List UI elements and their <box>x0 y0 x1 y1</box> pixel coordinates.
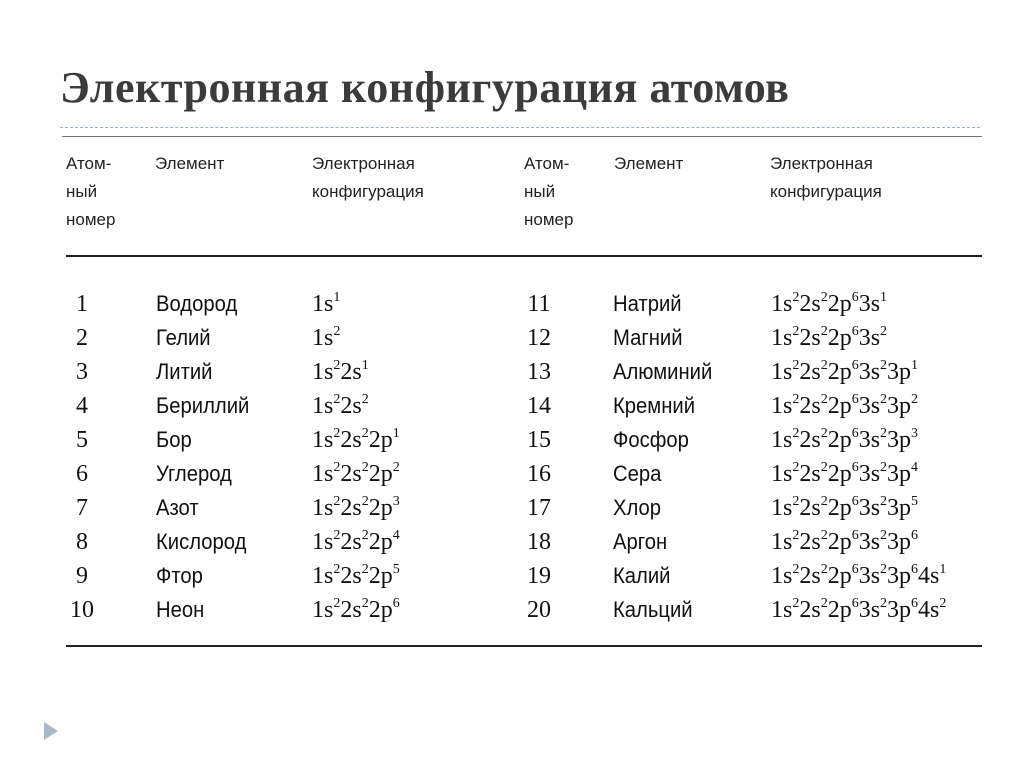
exponent: 2 <box>820 494 828 509</box>
atomic-number-left: 7 <box>76 495 88 521</box>
atomic-number-right: 19 <box>527 563 551 589</box>
electron-configuration-left: $1s^22s^22p^6$ <box>312 596 400 623</box>
element-name-right: Кремний <box>613 393 696 418</box>
atomic-number-right: 12 <box>527 325 551 351</box>
exponent: 2 <box>792 596 800 611</box>
electron-configuration-right: $1s^22s^22p^63s^23p^1$ <box>771 358 919 385</box>
exponent: 6 <box>851 426 859 441</box>
element-name-right: Калий <box>613 563 671 588</box>
triangle-right-icon[interactable] <box>44 722 58 740</box>
exponent: 3 <box>911 426 919 441</box>
exponent: 2 <box>792 460 800 475</box>
exponent: 2 <box>880 596 888 611</box>
exponent: 6 <box>392 596 400 611</box>
exponent: 2 <box>820 426 828 441</box>
exponent: 2 <box>792 494 800 509</box>
atomic-number-right: 13 <box>527 359 551 385</box>
exponent: 2 <box>333 528 341 543</box>
table-bottom-rule <box>66 645 982 647</box>
header-configuration-right: Электронная конфигурация <box>770 154 882 201</box>
exponent: 2 <box>361 528 369 543</box>
header-configuration-left: Электронная конфигурация <box>312 154 424 201</box>
atomic-number-right: 20 <box>527 597 551 623</box>
table-row <box>0 287 1024 321</box>
exponent: 2 <box>333 460 341 475</box>
exponent: 2 <box>792 358 800 373</box>
exponent: 1 <box>911 358 919 373</box>
element-name-right: Аргон <box>613 529 668 554</box>
exponent: 6 <box>851 494 859 509</box>
element-name-right: Алюминий <box>613 359 713 384</box>
atomic-number-right: 18 <box>527 529 551 555</box>
atomic-number-left: 10 <box>70 597 94 623</box>
exponent: 2 <box>820 528 828 543</box>
exponent: 2 <box>792 290 800 305</box>
element-name-left: Неон <box>156 597 205 622</box>
exponent: 4 <box>392 528 400 543</box>
exponent: 2 <box>820 596 828 611</box>
exponent: 2 <box>333 358 341 373</box>
exponent: 2 <box>820 324 828 339</box>
exponent: 2 <box>792 392 800 407</box>
exponent: 2 <box>820 358 828 373</box>
electron-configuration-left: $1s^22s^22p^5$ <box>312 562 400 589</box>
table-header-rule <box>66 255 982 257</box>
exponent: 2 <box>880 426 888 441</box>
element-name-left: Кислород <box>156 529 247 554</box>
atomic-number-right: 15 <box>527 427 551 453</box>
exponent: 2 <box>333 562 341 577</box>
title-divider <box>60 127 980 128</box>
exponent: 2 <box>880 324 888 339</box>
element-name-right: Сера <box>613 461 662 486</box>
exponent: 2 <box>333 596 341 611</box>
exponent: 2 <box>792 324 800 339</box>
electron-configuration-right: $1s^22s^22p^63s^23p^4$ <box>771 460 919 487</box>
exponent: 2 <box>820 290 828 305</box>
exponent: 5 <box>392 562 400 577</box>
exponent: 2 <box>880 528 888 543</box>
table-row <box>0 525 1024 559</box>
atomic-number-left: 5 <box>76 427 88 453</box>
table-row <box>0 321 1024 355</box>
exponent: 2 <box>792 528 800 543</box>
element-name-left: Фтор <box>156 563 203 588</box>
exponent: 6 <box>851 358 859 373</box>
electron-configuration-left: $1s^2$ <box>312 324 341 351</box>
element-name-left: Азот <box>156 495 199 520</box>
electron-configuration-right: $1s^22s^22p^63s^23p^64s^2$ <box>771 596 947 623</box>
atomic-number-left: 6 <box>76 461 88 487</box>
exponent: 1 <box>392 426 400 441</box>
table-row <box>0 491 1024 525</box>
exponent: 5 <box>911 494 919 509</box>
exponent: 1 <box>939 562 947 577</box>
electron-configuration-right: $1s^22s^22p^63s^2$ <box>771 324 888 351</box>
electron-configuration-left: $1s^22s^22p^1$ <box>312 426 400 453</box>
exponent: 1 <box>361 358 369 373</box>
exponent: 6 <box>851 528 859 543</box>
table-row <box>0 355 1024 389</box>
electron-configuration-right: $1s^22s^22p^63s^23p^6$ <box>771 528 919 555</box>
electron-configuration-left: $1s^22s^22p^2$ <box>312 460 400 487</box>
table-body <box>0 287 1024 627</box>
header-element-left: Элемент <box>155 154 225 173</box>
atomic-number-left: 3 <box>76 359 88 385</box>
atomic-number-right: 16 <box>527 461 551 487</box>
table-row <box>0 457 1024 491</box>
atomic-number-right: 17 <box>527 495 551 521</box>
electron-configuration-right: $1s^22s^22p^63s^23p^2$ <box>771 392 919 419</box>
electron-configuration-right: $1s^22s^22p^63s^23p^64s^1$ <box>771 562 947 589</box>
element-name-left: Углерод <box>156 461 232 486</box>
element-name-left: Бор <box>156 427 192 452</box>
element-name-right: Магний <box>613 325 683 350</box>
exponent: 4 <box>911 460 919 475</box>
header-atomic-number-left: Атом- ный номер <box>66 154 116 229</box>
element-name-left: Бериллий <box>156 393 250 418</box>
exponent: 2 <box>820 460 828 475</box>
exponent: 2 <box>333 324 341 339</box>
exponent: 2 <box>880 358 888 373</box>
table-row <box>0 559 1024 593</box>
element-name-right: Кальций <box>613 597 693 622</box>
table-top-rule <box>62 136 982 137</box>
exponent: 2 <box>880 494 888 509</box>
element-name-right: Натрий <box>613 291 682 316</box>
electron-configuration-left: $1s^1$ <box>312 290 341 317</box>
exponent: 2 <box>820 392 828 407</box>
exponent: 2 <box>880 562 888 577</box>
exponent: 2 <box>939 596 947 611</box>
exponent: 6 <box>911 596 919 611</box>
exponent: 6 <box>851 460 859 475</box>
exponent: 2 <box>333 392 341 407</box>
exponent: 2 <box>333 494 341 509</box>
element-name-left: Литий <box>156 359 213 384</box>
header-element-right: Элемент <box>614 154 684 173</box>
exponent: 2 <box>880 392 888 407</box>
table-row <box>0 389 1024 423</box>
slide-title: Электронная конфигурация атомов <box>60 63 790 112</box>
exponent: 2 <box>361 426 369 441</box>
atomic-number-right: 14 <box>527 393 551 419</box>
header-atomic-number-right: Атом- ный номер <box>524 154 574 229</box>
exponent: 2 <box>361 460 369 475</box>
exponent: 2 <box>392 460 400 475</box>
exponent: 6 <box>911 528 919 543</box>
exponent: 6 <box>911 562 919 577</box>
exponent: 2 <box>361 596 369 611</box>
electron-configuration-right: $1s^22s^22p^63s^1$ <box>771 290 888 317</box>
exponent: 2 <box>792 426 800 441</box>
atomic-number-left: 9 <box>76 563 88 589</box>
exponent: 2 <box>911 392 919 407</box>
exponent: 1 <box>333 290 341 305</box>
exponent: 3 <box>392 494 400 509</box>
exponent: 6 <box>851 392 859 407</box>
exponent: 2 <box>820 562 828 577</box>
exponent: 2 <box>333 426 341 441</box>
exponent: 6 <box>851 596 859 611</box>
atomic-number-left: 2 <box>76 325 88 351</box>
exponent: 6 <box>851 290 859 305</box>
electron-configuration-right: $1s^22s^22p^63s^23p^3$ <box>771 426 919 453</box>
atomic-number-right: 11 <box>527 291 551 317</box>
electron-configuration-right: $1s^22s^22p^63s^23p^5$ <box>771 494 919 521</box>
element-name-right: Фосфор <box>613 427 689 452</box>
atomic-number-left: 1 <box>76 291 88 317</box>
table-row <box>0 423 1024 457</box>
electron-configuration-left: $1s^22s^1$ <box>312 358 369 385</box>
electron-configuration-left: $1s^22s^22p^4$ <box>312 528 400 555</box>
electron-configuration-left: $1s^22s^22p^3$ <box>312 494 400 521</box>
exponent: 2 <box>792 562 800 577</box>
element-name-left: Водород <box>156 291 238 316</box>
exponent: 6 <box>851 562 859 577</box>
atomic-number-left: 4 <box>76 393 88 419</box>
exponent: 2 <box>361 562 369 577</box>
exponent: 2 <box>880 460 888 475</box>
exponent: 6 <box>851 324 859 339</box>
electron-configuration-left: $1s^22s^2$ <box>312 392 369 419</box>
element-name-left: Гелий <box>156 325 211 350</box>
exponent: 2 <box>361 392 369 407</box>
exponent: 2 <box>361 494 369 509</box>
element-name-right: Хлор <box>613 495 662 520</box>
table-row <box>0 593 1024 627</box>
exponent: 1 <box>880 290 888 305</box>
atomic-number-left: 8 <box>76 529 88 555</box>
